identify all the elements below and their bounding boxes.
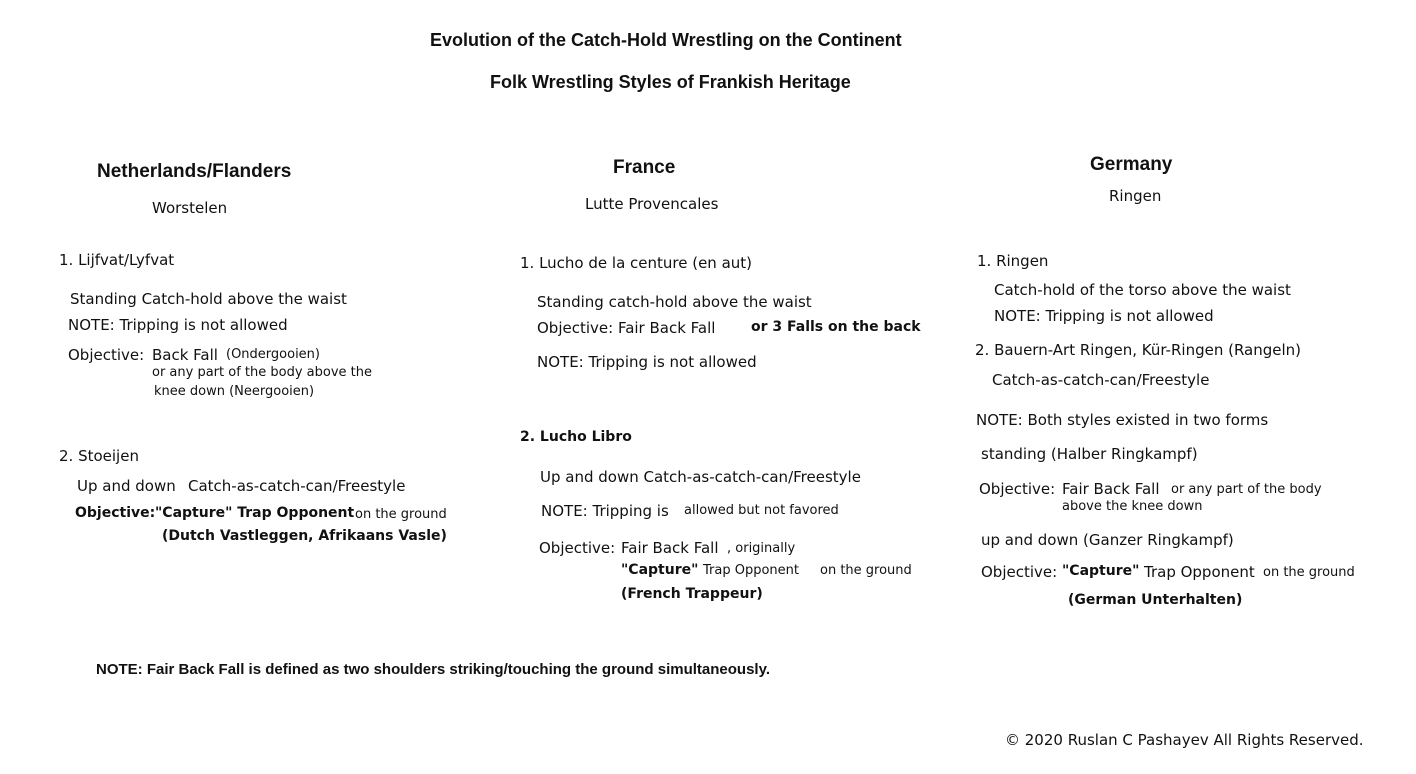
france-style1-title: 1. Lucho de la centure (en aut)	[520, 254, 753, 272]
germany-forms-note: NOTE: Both styles existed in two forms	[976, 411, 1269, 429]
germany-style1-description: Catch-hold of the torso above the waist	[994, 281, 1291, 299]
netherlands-style2-objective-label: Objective:	[75, 505, 156, 521]
page-title: Evolution of the Catch-Hold Wrestling on the Continent	[430, 30, 902, 50]
france-style2-description: Up and down Catch-as-catch-can/Freestyle	[540, 468, 861, 486]
germany-form2-objective-label: Objective:	[981, 563, 1058, 581]
germany-form1-objective-label: Objective:	[979, 480, 1056, 498]
france-style2-title: 2. Lucho Libro	[520, 429, 632, 445]
germany-form2-objective-capture: "Capture"	[1062, 563, 1140, 579]
france-style2-objective-originally: , originally	[727, 541, 796, 556]
france-style2-note: NOTE: Tripping is	[541, 502, 669, 520]
france-style2-note-cont: allowed but not favored	[684, 503, 839, 518]
france-heading: France	[613, 157, 676, 178]
netherlands-style2-title: 2. Stoeijen	[59, 447, 139, 465]
netherlands-style2-objective-ground: on the ground	[355, 507, 447, 522]
netherlands-heading: Netherlands/Flanders	[97, 161, 292, 182]
france-style1-objective: Objective: Fair Back Fall	[537, 319, 716, 337]
netherlands-style1-objective-label: Objective:	[68, 346, 145, 364]
france-style2-objective-trap: Trap Opponent	[703, 563, 799, 578]
germany-form2-title: up and down (Ganzer Ringkampf)	[981, 531, 1234, 549]
netherlands-style2-objective-terms: (Dutch Vastleggen, Afrikaans Vasle)	[162, 528, 447, 544]
france-style2-objective-ground: on the ground	[820, 563, 912, 578]
germany-style-name: Ringen	[1109, 187, 1162, 205]
netherlands-style1-objective-line3: knee down (Neergooien)	[154, 384, 315, 399]
germany-form2-objective-ground: on the ground	[1263, 565, 1355, 580]
france-style-name: Lutte Provencales	[585, 195, 719, 213]
netherlands-style1-title: 1. Lijfvat/Lyfvat	[59, 251, 175, 269]
netherlands-style1-objective-line2: or any part of the body above the	[152, 365, 372, 380]
germany-form1-title: standing (Halber Ringkampf)	[981, 445, 1198, 463]
france-style2-objective-label: Objective:	[539, 539, 616, 557]
germany-form1-objective-knee: above the knee down	[1062, 499, 1203, 514]
netherlands-style1-note: NOTE: Tripping is not allowed	[68, 316, 288, 334]
netherlands-style1-description: Standing Catch-hold above the waist	[70, 290, 347, 308]
germany-style2-title: 2. Bauern-Art Ringen, Kür-Ringen (Rangeln)	[975, 341, 1302, 359]
france-style1-note: NOTE: Tripping is not allowed	[537, 353, 757, 371]
netherlands-style1-objective-term: (Ondergooien)	[226, 347, 320, 362]
germany-style2-description: Catch-as-catch-can/Freestyle	[992, 371, 1210, 389]
page-subtitle: Folk Wrestling Styles of Frankish Heritage	[490, 72, 851, 92]
netherlands-style2-objective-capture: "Capture" Trap Opponent	[155, 505, 355, 521]
germany-style1-title: 1. Ringen	[977, 252, 1049, 270]
copyright: © 2020 Ruslan C Pashayev All Rights Reserved.	[1005, 731, 1364, 749]
germany-form2-objective-trap: Trap Opponent	[1144, 563, 1255, 581]
germany-form2-objective-term: (German Unterhalten)	[1068, 592, 1243, 608]
germany-form1-objective-backfall: Fair Back Fall	[1062, 480, 1160, 498]
france-style2-objective-backfall: Fair Back Fall	[621, 539, 719, 557]
france-style2-objective-term: (French Trappeur)	[621, 586, 763, 602]
netherlands-style-name: Worstelen	[152, 199, 228, 217]
france-style1-description: Standing catch-hold above the waist	[537, 293, 812, 311]
netherlands-style2-freestyle: Catch-as-catch-can/Freestyle	[188, 477, 406, 495]
germany-form1-objective-body: or any part of the body	[1171, 482, 1322, 497]
footer-note: NOTE: Fair Back Fall is defined as two shoulders striking/touching the ground simultaneously.	[96, 661, 770, 678]
france-style2-objective-capture: "Capture"	[621, 562, 699, 578]
france-style1-objective-falls: or 3 Falls on the back	[751, 319, 921, 335]
germany-heading: Germany	[1090, 154, 1173, 175]
netherlands-style1-objective-backfall: Back Fall	[152, 346, 218, 364]
germany-style1-note: NOTE: Tripping is not allowed	[994, 307, 1214, 325]
netherlands-style2-up-down: Up and down	[77, 477, 176, 495]
